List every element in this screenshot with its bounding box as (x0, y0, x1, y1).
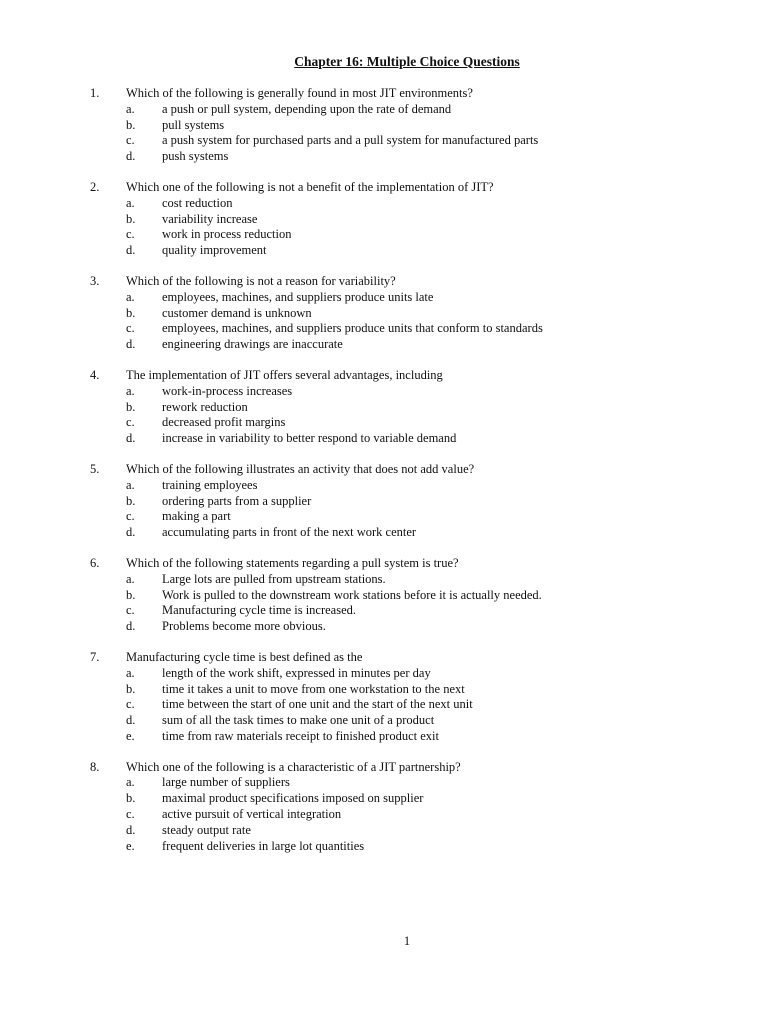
option-text: work-in-process increases (162, 383, 293, 398)
question-2 (90, 180, 730, 259)
option-letter: b. (126, 305, 136, 320)
option-text: Work is pulled to the downstream work stations before it is actually needed. (162, 587, 542, 602)
option-text: customer demand is unknown (162, 305, 312, 320)
question-number: 3. (90, 273, 100, 288)
option-text: training employees (162, 477, 258, 492)
option-text: rework reduction (162, 399, 248, 414)
answer-option (90, 775, 730, 791)
question-6 (90, 556, 730, 635)
answer-option (90, 384, 730, 400)
option-letter: c. (126, 509, 135, 524)
option-letter: d. (126, 822, 136, 837)
question-text: Manufacturing cycle time is best defined as the (126, 649, 363, 664)
option-text: sum of all the task times to make one unit of a product (162, 713, 435, 728)
option-letter: c. (126, 697, 135, 712)
answer-option (90, 478, 730, 494)
question-number: 4. (90, 367, 100, 382)
question-4 (90, 368, 730, 447)
option-letter: c. (126, 133, 135, 148)
answer-option (90, 133, 730, 149)
question-text: Which of the following illustrates an activity that does not add value? (126, 461, 475, 476)
option-text: time between the start of one unit and the start of the next unit (162, 697, 473, 712)
answer-option (90, 807, 730, 823)
answer-option (90, 682, 730, 698)
option-text: work in process reduction (162, 227, 292, 242)
option-letter: a. (126, 101, 135, 116)
answer-option (90, 415, 730, 431)
option-letter: a. (126, 289, 135, 304)
option-letter: d. (126, 619, 136, 634)
answer-option (90, 713, 730, 729)
option-letter: d. (126, 337, 136, 352)
question-list (90, 86, 730, 869)
answer-option (90, 431, 730, 447)
question-text: Which of the following statements regarding a pull system is true? (126, 555, 459, 570)
answer-option (90, 321, 730, 337)
question-number: 6. (90, 555, 100, 570)
option-text: a push system for purchased parts and a pull system for manufactured parts (162, 133, 539, 148)
question-line (90, 462, 730, 478)
answer-option (90, 619, 730, 635)
answer-option (90, 823, 730, 839)
question-line (90, 180, 730, 196)
answer-option (90, 227, 730, 243)
option-letter: a. (126, 571, 135, 586)
option-text: Large lots are pulled from upstream stations. (162, 571, 386, 586)
question-number: 7. (90, 649, 100, 664)
answer-option (90, 494, 730, 510)
option-letter: b. (126, 791, 136, 806)
answer-option (90, 196, 730, 212)
page-title: Chapter 16: Multiple Choice Questions (294, 54, 520, 69)
answer-option (90, 509, 730, 525)
option-text: active pursuit of vertical integration (162, 807, 342, 822)
question-text: Which one of the following is not a benefit of the implementation of JIT? (126, 179, 494, 194)
option-text: accumulating parts in front of the next work center (162, 525, 417, 540)
question-text: Which one of the following is a characteristic of a JIT partnership? (126, 759, 461, 774)
question-text: Which of the following is generally found in most JIT environments? (126, 86, 473, 100)
question-line (90, 368, 730, 384)
option-text: steady output rate (162, 822, 251, 837)
question-3 (90, 274, 730, 353)
question-line (90, 650, 730, 666)
answer-option (90, 603, 730, 619)
option-letter: d. (126, 243, 136, 258)
option-text: Problems become more obvious. (162, 619, 326, 634)
option-letter: a. (126, 383, 135, 398)
question-5 (90, 462, 730, 541)
answer-option (90, 290, 730, 306)
option-text: a push or pull system, depending upon the rate of demand (162, 101, 452, 116)
question-line (90, 556, 730, 572)
option-letter: b. (126, 493, 136, 508)
option-text: pull systems (162, 117, 225, 132)
option-text: making a part (162, 509, 231, 524)
option-letter: c. (126, 807, 135, 822)
page-number: 1 (403, 934, 411, 948)
answer-option (90, 212, 730, 228)
option-text: increase in variability to better respond to variable demand (162, 431, 457, 446)
answer-option (90, 306, 730, 322)
option-letter: d. (126, 431, 136, 446)
option-text: employees, machines, and suppliers produce units that conform to standards (162, 321, 543, 336)
option-letter: a. (126, 195, 135, 210)
option-letter: a. (126, 665, 135, 680)
question-line (90, 86, 730, 102)
answer-option (90, 525, 730, 541)
question-number: 5. (90, 461, 100, 476)
option-text: large number of suppliers (162, 775, 290, 790)
answer-option (90, 839, 730, 855)
option-letter: c. (126, 321, 135, 336)
option-letter: c. (126, 227, 135, 242)
option-text: ordering parts from a supplier (162, 493, 312, 508)
option-text: employees, machines, and suppliers produce units late (162, 289, 434, 304)
option-letter: b. (126, 399, 136, 414)
option-letter: c. (126, 603, 135, 618)
option-letter: b. (126, 681, 136, 696)
option-text: variability increase (162, 211, 258, 226)
question-text: The implementation of JIT offers several advantages, including (126, 367, 443, 382)
question-number: 2. (90, 179, 100, 194)
option-text: Manufacturing cycle time is increased. (162, 603, 357, 618)
option-letter: a. (126, 477, 135, 492)
option-text: maximal product specifications imposed on supplier (162, 791, 424, 806)
option-letter: e. (126, 728, 135, 743)
option-letter: d. (126, 149, 136, 164)
question-8 (90, 760, 730, 855)
option-text: frequent deliveries in large lot quantities (162, 838, 365, 853)
question-number: 1. (90, 86, 100, 100)
answer-option (90, 666, 730, 682)
option-text: quality improvement (162, 243, 267, 258)
option-text: time from raw materials receipt to finished product exit (162, 728, 439, 743)
option-letter: e. (126, 838, 135, 853)
answer-option (90, 102, 730, 118)
question-1 (90, 86, 730, 165)
option-letter: b. (126, 587, 136, 602)
question-number: 8. (90, 759, 100, 774)
option-letter: a. (126, 775, 135, 790)
question-line (90, 760, 730, 776)
option-letter: b. (126, 117, 136, 132)
answer-option (90, 400, 730, 416)
question-7 (90, 650, 730, 745)
option-text: engineering drawings are inaccurate (162, 337, 343, 352)
answer-option (90, 243, 730, 259)
question-line (90, 274, 730, 290)
answer-option (90, 149, 730, 165)
option-text: time it takes a unit to move from one workstation to the next (162, 681, 465, 696)
question-text: Which of the following is not a reason for variability? (126, 273, 396, 288)
option-letter: b. (126, 211, 136, 226)
option-text: push systems (162, 149, 229, 164)
option-letter: d. (126, 713, 136, 728)
option-letter: d. (126, 525, 136, 540)
option-text: cost reduction (162, 195, 233, 210)
answer-option (90, 697, 730, 713)
option-text: length of the work shift, expressed in minutes per day (162, 665, 431, 680)
option-text: decreased profit margins (162, 415, 286, 430)
option-letter: c. (126, 415, 135, 430)
answer-option (90, 572, 730, 588)
answer-option (90, 337, 730, 353)
answer-option (90, 588, 730, 604)
answer-option (90, 729, 730, 745)
answer-option (90, 118, 730, 134)
answer-option (90, 791, 730, 807)
